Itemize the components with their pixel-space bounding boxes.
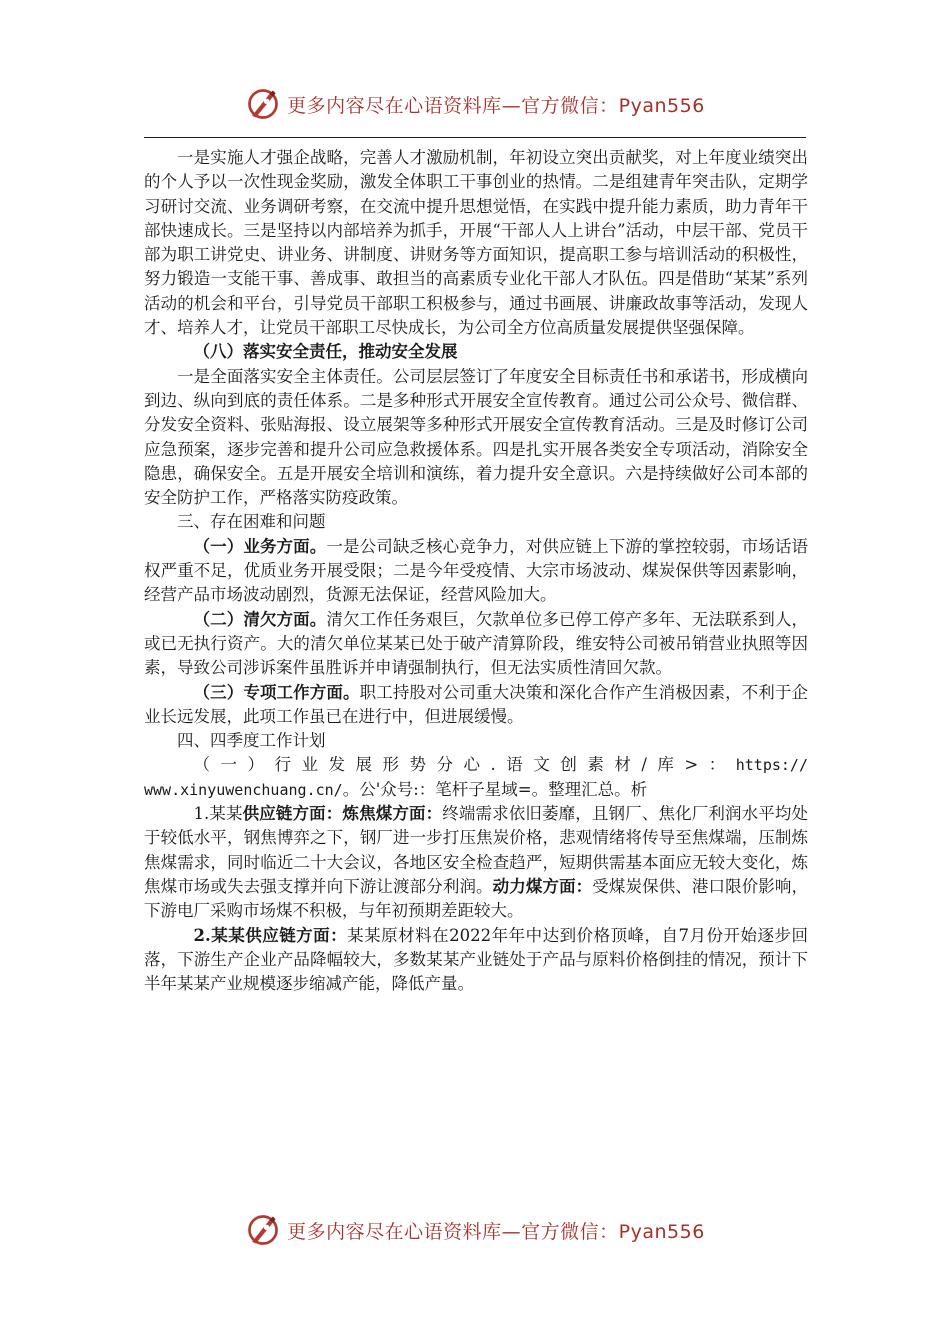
paragraph-business-text: 一是公司缺乏核心竞争力，对供应链上下游的掌控较弱，市场话语权严重不足，优质业务开展受限；二是今年受疫情、大宗市场波动、煤炭保供等因素影响，经营产品市场波动剧烈，货源无法保证，经营风险加大。 [144, 536, 809, 605]
thermal-coal-head: 动力煤方面： [492, 876, 593, 896]
section-heading-3: 三、存在困难和问题 [177, 512, 326, 532]
paragraph-coal [144, 802, 808, 923]
thermal-coal-text: 受煤炭保供、港口限价影响，下游电厂采购市场煤不积极，与年初预期差距较大。 [144, 876, 809, 921]
trend-heading: （一）行业发展形势分心.语文创素材/库>： [193, 755, 736, 775]
paragraph-trend-line1 [144, 753, 808, 777]
section-heading-8: （八）落实安全责任，推动安全发展 [193, 342, 458, 362]
banner-text: 更多内容尽在心语资料库—官方微信：Pyan556 [287, 1220, 705, 1243]
pen-logo-icon [245, 1212, 281, 1248]
paragraph-debt [144, 608, 808, 681]
paragraph-talent: 一是实施人才强企战略，完善人才激励机制，年初设立突出贡献奖，对上年度业绩突出的个人予以一次性现金奖励，激发全体职工干事创业的热情。二是组建青年突击队，定期学习研讨交流、业务调研考察，在交流中提升思想觉悟，在实践中提升能力素质，助力青年干部快速成长。三是坚持以内部培养为抓手，开展“干部人人上讲台”活动，中层干部、党员干部为职工讲党史、讲业务、讲制度、讲财务等方面知识，提高职工参与培训活动的积极性，努力锻造一支能干事、善成事、敢担当的高素质专业化干部人才队伍。四是借助“某某”系列活动的机会和平台，引导党员干部职工积极参与，通过书画展、讲廉政故事等活动，发现人才、培养人才，让党员干部职工尽快成长，为公司全方位高质量发展提供坚强保障。 [144, 148, 808, 338]
section-heading-4: 四、四季度工作计划 [177, 731, 326, 751]
paragraph-business-head: （一）业务方面。 [193, 536, 327, 556]
trend-url-part1: https:// [735, 756, 808, 775]
supply-head: 2.某某供应链方面： [193, 925, 348, 945]
supply-text: 某某原材料在2022年年中达到价格顶峰，自7月份开始逐步回落，下游生产企业产品降幅较大，多数某某产业链处于产品与原料价格倒挂的情况，预计下半年某某产业规模逐步缩减产能，降低产量。 [144, 925, 808, 994]
coal-head: 供应链方面：炼焦煤方面： [242, 804, 443, 824]
paragraph-special [144, 681, 808, 730]
banner-text: 更多内容尽在心语资料库—官方微信：Pyan556 [287, 94, 705, 117]
coal-text: 终端需求依旧萎靡，且钢厂、焦化厂利润水平均处于较低水平，钢焦博弈之下，钢厂进一步打压焦炭价格，悲观情绪将传导至焦煤端，压制炼焦煤需求，同时临近二十大会议，各地区安全检查趋严，短期供需基本面应无较大变化，炼焦煤市场或失去强支撑并向下游让渡部分利润。 [144, 804, 809, 896]
paragraph-special-text: 职工持股对公司重大决策和深化合作产生消极因素，不利于企业长远发展，此项工作虽已在进行中，但进展缓慢。 [144, 682, 809, 726]
footer-banner [0, 1210, 950, 1250]
paragraph-special-head: （三）专项工作方面。 [193, 682, 360, 702]
paragraph-debt-text: 清欠工作任务艰巨，欠款单位多已停工停产多年、无法联系到人，或已无执行资产。大的清欠单位某某已处于破产清算阶段，维安特公司被吊销营业执照等因素，导致公司涉诉案件虽胜诉并申请强制执行，但无法实质性清回欠款。 [144, 609, 809, 678]
trend-url-part2: www.xinyuwenchuang.cn/ [144, 780, 343, 799]
document-body [144, 146, 808, 996]
paragraph-trend-line2 [144, 778, 808, 802]
coal-head-prefix: 1.某某 [193, 804, 243, 824]
trend-source: 。公'众号:：笔杆子星域=。整理汇总。析 [342, 779, 648, 799]
paragraph-business [144, 535, 808, 608]
paragraph-debt-head: （二）清欠方面。 [193, 609, 327, 629]
paragraph-supply [144, 924, 808, 997]
header-divider [144, 137, 806, 138]
paragraph-safety: 一是全面落实安全主体责任。公司层层签订了年度安全目标责任书和承诺书，形成横向到边、纵向到底的责任体系。二是多种形式开展安全宣传教育。通过公司公众号、微信群、分发安全资料、张贴海报、设立展架等多种形式开展安全宣传教育活动。三是及时修订公司应急预案，逐步完善和提升公司应急救援体系。四是扎实开展各类安全专项活动，消除安全隐患，确保安全。五是开展安全培训和演练，着力提升安全意识。六是持续做好公司本部的安全防护工作，严格落实防疫政策。 [144, 366, 808, 508]
header-banner [0, 84, 950, 124]
pen-logo-icon [245, 86, 281, 122]
